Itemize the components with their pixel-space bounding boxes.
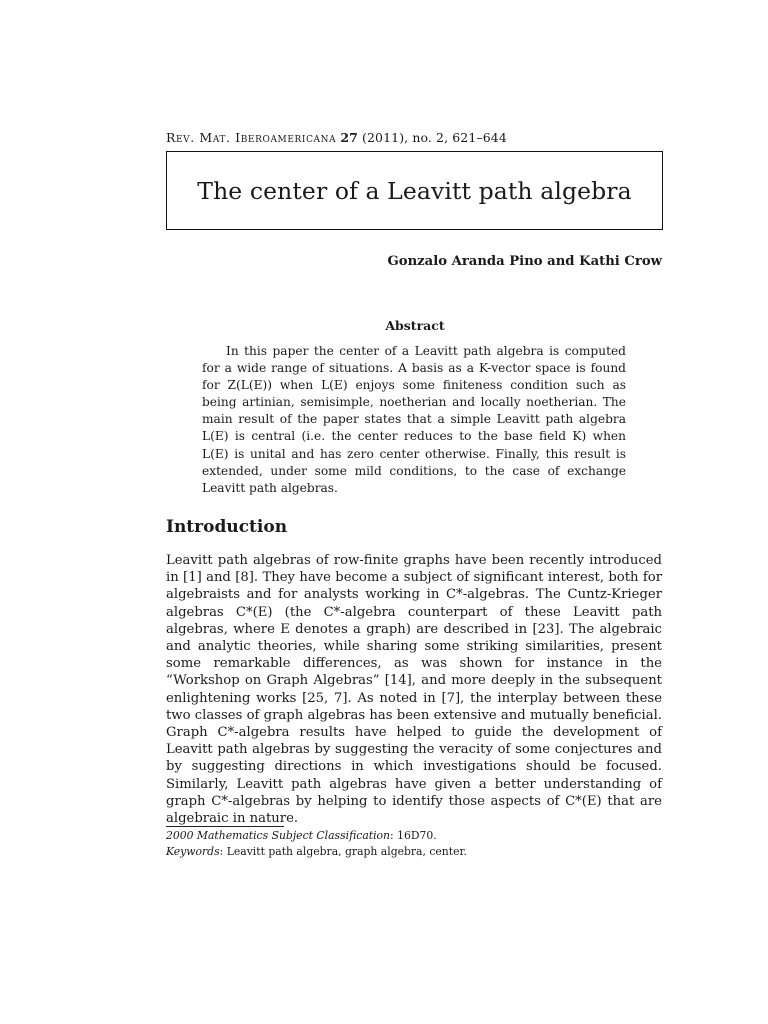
- introduction-heading: Introduction: [166, 517, 288, 537]
- abstract-body: In this paper the center of a Leavitt path algebra is computed for a wide range of situations. A basis as a K-vector space is found for Z(L(E)) when L(E) enjoys some finiteness condition such as being artinian, semisimple, noetherian and locally noetherian. The main result of the paper states that a simple Leavitt path algebra L(E) is central (i.e. the center reduces to the base field K) when L(E) is unital and has zero center otherwise. Finally, this result is extended, under some mild conditions, to the case of exchange Leavitt path algebras.: [202, 344, 626, 495]
- journal-year-issue-pages: (2011), no. 2, 621–644: [362, 130, 507, 145]
- keywords-label: Keywords: [166, 845, 220, 858]
- footnote-keywords: [166, 845, 467, 858]
- title-box: [166, 151, 663, 230]
- msc-value: : 16D70.: [390, 829, 437, 842]
- introduction-body: Leavitt path algebras of row-finite graphs have been recently introduced in [1] and [8]. They have become a subject of significant interest, both for algebraists and for analysts working in C*-algebras. The Cuntz-Krieger algebras C*(E) (the C*-algebra counterpart of these Leavitt path algebras, where E denotes a graph) are described in [23]. The algebraic and analytic theories, while sharing some striking similarities, present some remarkable differences, as was shown for instance in the “Workshop on Graph Algebras” [14], and more deeply in the subsequent enlightening works [25, 7]. As noted in [7], the interplay between these two classes of graph algebras has been extensive and mutually beneficial. Graph C*-algebra results have helped to guide the development of Leavitt path algebras by suggesting the veracity of some conjectures and by suggesting directions in which investigations should be focused. Similarly, Leavitt path algebras have given a better understanding of graph C*-algebras by helping to identify those aspects of C*(E) that are algebraic in nature.: [166, 553, 662, 827]
- keywords-value: : Leavitt path algebra, graph algebra, center.: [219, 845, 467, 858]
- msc-label: 2000 Mathematics Subject Classification: [166, 829, 391, 842]
- journal-citation: [166, 130, 507, 145]
- abstract-heading: Abstract: [385, 318, 445, 333]
- paper-authors: Gonzalo Aranda Pino and Kathi Crow: [387, 254, 662, 269]
- footnote-divider: [166, 826, 284, 827]
- journal-volume: 27: [340, 130, 358, 145]
- paper-title: The center of a Leavitt path algebra: [197, 176, 632, 205]
- footnote-msc: [166, 829, 437, 842]
- journal-name: Rev. Mat. Iberoamericana: [166, 130, 337, 145]
